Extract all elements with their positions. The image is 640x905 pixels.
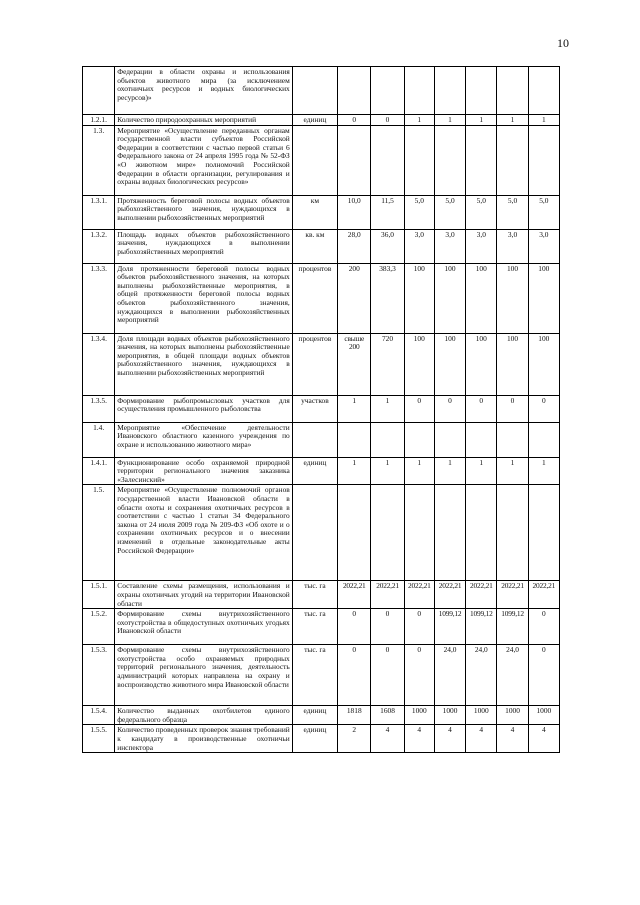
row-value: [466, 485, 497, 581]
row-unit: участков: [292, 395, 337, 422]
row-value: 1: [404, 115, 434, 126]
row-value: 0: [528, 609, 559, 645]
row-value: 3,0: [404, 229, 434, 263]
table-row: [83, 333, 560, 395]
row-description: Составление схемы размещения, использования и охраны охотничьих угодий на территории Ивановской области: [115, 581, 292, 609]
row-number: 1.5.5.: [83, 725, 115, 753]
row-value: 1: [434, 115, 465, 126]
row-description: Количество выданных охотбилетов единого федерального образца: [115, 706, 292, 725]
row-description: Количество природоохранных мероприятий: [115, 115, 292, 126]
row-value: 0: [338, 645, 371, 706]
row-unit: [292, 422, 337, 457]
row-value: 100: [466, 333, 497, 395]
table-row: [83, 67, 560, 115]
row-description: Доля площади водных объектов рыбохозяйственного значения, на которых выполнены рыбохозяйственные мероприятия, в общей площади водных объектов рыбохозяйственного значения, нуждающихся в выполнении рыбохозяйственных мероприятий: [115, 333, 292, 395]
row-number: 1.3.4.: [83, 333, 115, 395]
row-number: 1.5.1.: [83, 581, 115, 609]
row-unit: тыс. га: [292, 581, 337, 609]
row-value: [338, 67, 371, 115]
row-value: 1: [338, 457, 371, 485]
row-value: 3,0: [497, 229, 528, 263]
row-value: [404, 125, 434, 195]
row-value: 1: [497, 457, 528, 485]
row-value: [371, 422, 404, 457]
row-value: 1818: [338, 706, 371, 725]
row-value: 0: [466, 395, 497, 422]
row-value: [404, 485, 434, 581]
row-value: [497, 422, 528, 457]
row-value: 1: [528, 457, 559, 485]
row-value: 0: [434, 395, 465, 422]
table-row: [83, 706, 560, 725]
row-value: 11,5: [371, 195, 404, 229]
row-value: 2022,21: [434, 581, 465, 609]
table-row: [83, 457, 560, 485]
row-value: 5,0: [466, 195, 497, 229]
row-value: [338, 125, 371, 195]
row-number: 1.3.: [83, 125, 115, 195]
row-value: [434, 67, 465, 115]
indicators-table: [82, 66, 560, 753]
row-value: 3,0: [434, 229, 465, 263]
row-value: [528, 67, 559, 115]
row-value: 1099,12: [497, 609, 528, 645]
row-value: 100: [528, 333, 559, 395]
row-value: 100: [434, 263, 465, 333]
row-unit: единиц: [292, 725, 337, 753]
row-description: Федерации в области охраны и использования объектов животного мира (за исключением охотничьих ресурсов и водных биологических ресурсов)»: [115, 67, 292, 115]
row-value: 4: [434, 725, 465, 753]
row-value: 1099,12: [466, 609, 497, 645]
row-value: 2: [338, 725, 371, 753]
row-number: 1.3.1.: [83, 195, 115, 229]
row-value: 36,0: [371, 229, 404, 263]
row-value: [497, 485, 528, 581]
row-value: 2022,21: [371, 581, 404, 609]
row-value: 383,3: [371, 263, 404, 333]
row-value: свыше 200: [338, 333, 371, 395]
row-unit: [292, 125, 337, 195]
row-description: Формирование схемы внутрихозяйственного охотустройства в общедоступных охотничьих угодьях Ивановской области: [115, 609, 292, 645]
row-value: 100: [497, 263, 528, 333]
row-description: Мероприятие «Осуществление переданных органам государственной власти субъектов Российской Федерации в соответствии с частью первой статьи 6 Федерального закона от 24 апреля 1995 года № 52-ФЗ «О животном мире» полномочий Российской Федерации в области организации, регулирования и охраны водных биологических ресурсов»: [115, 125, 292, 195]
row-value: 2022,21: [338, 581, 371, 609]
row-value: 24,0: [466, 645, 497, 706]
row-value: 1099,12: [434, 609, 465, 645]
row-description: Формирование рыбопромысловых участков для осуществления промышленного рыболовства: [115, 395, 292, 422]
row-value: 2022,21: [528, 581, 559, 609]
row-value: 1: [497, 115, 528, 126]
table-row: [83, 195, 560, 229]
row-unit: [292, 485, 337, 581]
row-unit: единиц: [292, 115, 337, 126]
row-value: 1: [371, 395, 404, 422]
row-value: 1000: [434, 706, 465, 725]
row-number: 1.3.5.: [83, 395, 115, 422]
row-value: 1000: [528, 706, 559, 725]
row-value: 100: [528, 263, 559, 333]
row-description: Мероприятие «Обеспечение деятельности Ивановского областного казенного учреждения по охране и использованию животного мира»: [115, 422, 292, 457]
page-number: 10: [557, 36, 569, 50]
row-value: 10,0: [338, 195, 371, 229]
row-value: [404, 67, 434, 115]
row-value: 0: [371, 609, 404, 645]
row-value: 1: [371, 457, 404, 485]
row-unit: кв. км: [292, 229, 337, 263]
row-unit: процентов: [292, 333, 337, 395]
table-row: [83, 422, 560, 457]
row-number: [83, 67, 115, 115]
row-value: 0: [371, 645, 404, 706]
row-value: 1000: [497, 706, 528, 725]
row-number: 1.2.1.: [83, 115, 115, 126]
row-value: 100: [404, 333, 434, 395]
row-value: 200: [338, 263, 371, 333]
row-value: 0: [528, 645, 559, 706]
row-value: 1: [466, 457, 497, 485]
row-value: [497, 125, 528, 195]
row-number: 1.4.1.: [83, 457, 115, 485]
row-unit: [292, 67, 337, 115]
row-value: [338, 485, 371, 581]
table-row: [83, 645, 560, 706]
row-value: 5,0: [497, 195, 528, 229]
row-value: 0: [528, 395, 559, 422]
row-value: [434, 485, 465, 581]
row-unit: единиц: [292, 706, 337, 725]
row-number: 1.5.3.: [83, 645, 115, 706]
row-number: 1.4.: [83, 422, 115, 457]
row-value: [371, 125, 404, 195]
row-value: 24,0: [434, 645, 465, 706]
row-value: 4: [371, 725, 404, 753]
row-value: 1: [528, 115, 559, 126]
row-number: 1.3.3.: [83, 263, 115, 333]
row-value: [466, 125, 497, 195]
row-value: 0: [404, 395, 434, 422]
row-description: Протяженность береговой полосы водных объектов рыбохозяйственного значения, нуждающихся в выполнении рыбохозяйственных мероприятий: [115, 195, 292, 229]
row-value: 2022,21: [404, 581, 434, 609]
row-description: Функционирование особо охраняемой природной территории регионального значения заказника «Залесинский»: [115, 457, 292, 485]
row-number: 1.5.2.: [83, 609, 115, 645]
row-value: 1: [466, 115, 497, 126]
row-value: 4: [497, 725, 528, 753]
row-value: 1000: [466, 706, 497, 725]
row-value: 100: [466, 263, 497, 333]
row-value: 1: [338, 395, 371, 422]
row-value: 0: [338, 609, 371, 645]
row-value: [404, 422, 434, 457]
row-value: 1: [434, 457, 465, 485]
row-number: 1.5.: [83, 485, 115, 581]
row-unit: тыс. га: [292, 645, 337, 706]
row-value: [466, 67, 497, 115]
table-row: [83, 725, 560, 753]
row-value: [371, 485, 404, 581]
row-description: Площадь водных объектов рыбохозяйственного значения, нуждающихся в выполнении рыбохозяйственных мероприятий: [115, 229, 292, 263]
row-description: Мероприятие «Осуществление полномочий органов государственной власти Ивановской области в области охоты и сохранения охотничьих ресурсов в соответствии с частью 1 статьи 34 Федерального закона от 24 июля 2009 года № 209-ФЗ «Об охоте и о сохранении охотничьих ресурсов и о внесении изменений в отдельные законодательные акты Российской Федерации»: [115, 485, 292, 581]
row-number: 1.5.4.: [83, 706, 115, 725]
row-value: [466, 422, 497, 457]
row-value: 5,0: [528, 195, 559, 229]
row-value: 1000: [404, 706, 434, 725]
row-value: 0: [497, 395, 528, 422]
row-description: Количество проведенных проверок знания требований к кандидату в производственные охотничьи инспектора: [115, 725, 292, 753]
row-value: 0: [338, 115, 371, 126]
row-value: [371, 67, 404, 115]
row-unit: тыс. га: [292, 609, 337, 645]
row-value: 5,0: [404, 195, 434, 229]
row-value: 2022,21: [466, 581, 497, 609]
row-value: 100: [404, 263, 434, 333]
row-value: [338, 422, 371, 457]
table-row: [83, 485, 560, 581]
row-value: 5,0: [434, 195, 465, 229]
table-row: [83, 609, 560, 645]
row-value: [528, 422, 559, 457]
row-value: [497, 67, 528, 115]
row-value: 1608: [371, 706, 404, 725]
row-value: 720: [371, 333, 404, 395]
table-row: [83, 125, 560, 195]
row-value: 3,0: [466, 229, 497, 263]
row-unit: единиц: [292, 457, 337, 485]
row-value: 24,0: [497, 645, 528, 706]
row-unit: процентов: [292, 263, 337, 333]
row-value: 100: [497, 333, 528, 395]
row-value: 1: [404, 457, 434, 485]
row-value: 4: [528, 725, 559, 753]
table-row: [83, 229, 560, 263]
table-row: [83, 115, 560, 126]
row-description: Формирование схемы внутрихозяйственного охотустройства особо охраняемых природных территорий регионального значения, деятельность администраций которых направлена на охрану и воспроизводство животного мира Ивановской области: [115, 645, 292, 706]
row-unit: км: [292, 195, 337, 229]
row-description: Доля протяженности береговой полосы водных объектов рыбохозяйственного значения, на которых выполнены рыбохозяйственные мероприятия, в общей протяженности береговой полосы водных объектов рыбохозяйственного значения, нуждающихся в выполнении рыбохозяйственных мероприятий: [115, 263, 292, 333]
row-number: 1.3.2.: [83, 229, 115, 263]
row-value: [434, 125, 465, 195]
table-row: [83, 581, 560, 609]
row-value: 4: [466, 725, 497, 753]
row-value: 4: [404, 725, 434, 753]
row-value: 100: [434, 333, 465, 395]
row-value: 3,0: [528, 229, 559, 263]
table-row: [83, 263, 560, 333]
row-value: [434, 422, 465, 457]
row-value: 0: [371, 115, 404, 126]
row-value: 28,0: [338, 229, 371, 263]
row-value: [528, 125, 559, 195]
row-value: 2022,21: [497, 581, 528, 609]
row-value: 0: [404, 609, 434, 645]
row-value: [528, 485, 559, 581]
table-row: [83, 395, 560, 422]
row-value: 0: [404, 645, 434, 706]
